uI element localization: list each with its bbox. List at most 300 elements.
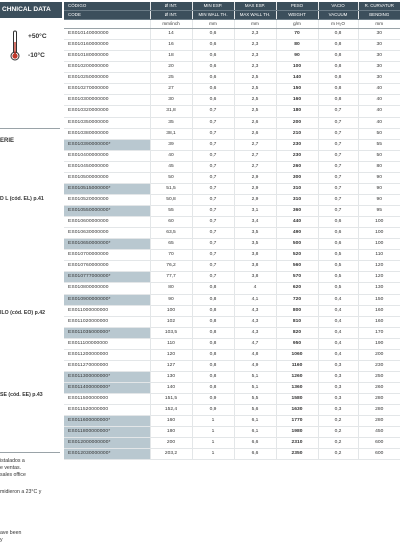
value-cell: 2,5 bbox=[234, 106, 276, 117]
table-row bbox=[64, 394, 400, 405]
value-cell: 39 bbox=[150, 139, 192, 150]
value-cell: 90 bbox=[358, 172, 400, 183]
value-cell: 810 bbox=[276, 316, 318, 327]
value-cell: 27 bbox=[150, 84, 192, 95]
value-cell: 0,3 bbox=[318, 383, 358, 394]
value-cell: 31,8 bbox=[150, 106, 192, 117]
value-cell: 30 bbox=[358, 40, 400, 51]
header-row-en bbox=[64, 11, 400, 20]
value-cell: 0,8 bbox=[318, 95, 358, 106]
table-row bbox=[64, 427, 400, 438]
product-code-cell: ES010350000000 bbox=[64, 117, 150, 128]
value-cell: 600 bbox=[358, 449, 400, 460]
table-row bbox=[64, 117, 400, 128]
value-cell: 80 bbox=[150, 283, 192, 294]
value-cell: 0,7 bbox=[192, 139, 234, 150]
product-code-cell: ES010777000000* bbox=[64, 272, 150, 283]
unit-cell: m H₂O bbox=[318, 20, 358, 29]
thermometer-icon bbox=[10, 30, 20, 62]
value-cell: 30 bbox=[358, 29, 400, 40]
value-cell: 0,8 bbox=[192, 305, 234, 316]
value-cell: 0,7 bbox=[192, 217, 234, 228]
header-row-es bbox=[64, 2, 400, 11]
product-code-cell: ES010270000000 bbox=[64, 84, 150, 95]
product-code-cell: ES010400000000 bbox=[64, 150, 150, 161]
table-row bbox=[64, 360, 400, 371]
product-code-cell: ES010450000000 bbox=[64, 161, 150, 172]
note-line: y bbox=[0, 537, 3, 543]
value-cell: 50 bbox=[150, 172, 192, 183]
value-cell: 0,9 bbox=[192, 394, 234, 405]
value-cell: 1 bbox=[192, 427, 234, 438]
product-code-cell: ES010550000000* bbox=[64, 206, 150, 217]
value-cell: 50 bbox=[358, 150, 400, 161]
value-cell: 0,7 bbox=[192, 128, 234, 139]
value-cell: 2,7 bbox=[234, 161, 276, 172]
value-cell: 6,1 bbox=[234, 427, 276, 438]
product-code-cell: ES011200000000 bbox=[64, 349, 150, 360]
product-code-cell: ES011270000000 bbox=[64, 360, 150, 371]
value-cell: 0,8 bbox=[192, 338, 234, 349]
table-row bbox=[64, 172, 400, 183]
value-cell: 3,8 bbox=[234, 261, 276, 272]
value-cell: 1060 bbox=[276, 349, 318, 360]
table-row bbox=[64, 283, 400, 294]
value-cell: 120 bbox=[150, 349, 192, 360]
product-code-cell: ES011520000000 bbox=[64, 405, 150, 416]
col-header: MIN ESP. bbox=[192, 2, 234, 11]
value-cell: 0,6 bbox=[192, 95, 234, 106]
col-header: Ø INT. bbox=[150, 2, 192, 11]
value-cell: 4,3 bbox=[234, 327, 276, 338]
value-cell: 620 bbox=[276, 283, 318, 294]
value-cell: 230 bbox=[276, 150, 318, 161]
value-cell: 38,1 bbox=[150, 128, 192, 139]
value-cell: 2310 bbox=[276, 438, 318, 449]
value-cell: 110 bbox=[358, 250, 400, 261]
value-cell: 260 bbox=[358, 383, 400, 394]
technical-data-title: CHNICAL DATA bbox=[0, 2, 62, 18]
value-cell: 0,7 bbox=[192, 272, 234, 283]
value-cell: 50,8 bbox=[150, 194, 192, 205]
value-cell: 230 bbox=[358, 360, 400, 371]
product-code-cell: ES011600000000* bbox=[64, 416, 150, 427]
value-cell: 51,5 bbox=[150, 183, 192, 194]
value-cell: 950 bbox=[276, 338, 318, 349]
value-cell: 1160 bbox=[276, 360, 318, 371]
value-cell: 152,4 bbox=[150, 405, 192, 416]
value-cell: 440 bbox=[276, 217, 318, 228]
value-cell: 1630 bbox=[276, 405, 318, 416]
value-cell: 18 bbox=[150, 51, 192, 62]
value-cell: 0,6 bbox=[318, 239, 358, 250]
value-cell: 14 bbox=[150, 29, 192, 40]
table-row bbox=[64, 349, 400, 360]
value-cell: 90 bbox=[358, 183, 400, 194]
value-cell: 0,7 bbox=[318, 128, 358, 139]
table-row bbox=[64, 84, 400, 95]
value-cell: 4,3 bbox=[234, 305, 276, 316]
table-row bbox=[64, 250, 400, 261]
value-cell: 0,7 bbox=[192, 194, 234, 205]
value-cell: 820 bbox=[276, 327, 318, 338]
unit-cell: mm bbox=[358, 20, 400, 29]
value-cell: 600 bbox=[358, 438, 400, 449]
value-cell: 4,9 bbox=[234, 360, 276, 371]
value-cell: 160 bbox=[276, 95, 318, 106]
value-cell: 520 bbox=[276, 250, 318, 261]
table-row bbox=[64, 206, 400, 217]
table-row bbox=[64, 40, 400, 51]
value-cell: 0,8 bbox=[192, 316, 234, 327]
unit-cell: mm bbox=[234, 20, 276, 29]
product-code-cell: ES010900000000* bbox=[64, 294, 150, 305]
value-cell: 3,8 bbox=[234, 272, 276, 283]
col-header: Ø INT. bbox=[150, 11, 192, 20]
table-row bbox=[64, 305, 400, 316]
value-cell: 25 bbox=[150, 73, 192, 84]
value-cell: 310 bbox=[276, 183, 318, 194]
value-cell: 20 bbox=[150, 62, 192, 73]
ref-el: D L (cód. EL) p.41 bbox=[0, 196, 44, 202]
value-cell: 80 bbox=[358, 161, 400, 172]
value-cell: 360 bbox=[276, 206, 318, 217]
value-cell: 3,4 bbox=[234, 217, 276, 228]
table-row bbox=[64, 183, 400, 194]
value-cell: 170 bbox=[358, 327, 400, 338]
table-row bbox=[64, 128, 400, 139]
value-cell: 40 bbox=[358, 95, 400, 106]
value-cell: 0,6 bbox=[192, 73, 234, 84]
unit-cell: g/m bbox=[276, 20, 318, 29]
product-code-cell: ES010320000000 bbox=[64, 106, 150, 117]
table-row bbox=[64, 161, 400, 172]
value-cell: 55 bbox=[150, 206, 192, 217]
value-cell: 63,5 bbox=[150, 228, 192, 239]
value-cell: 1360 bbox=[276, 383, 318, 394]
col-header: MAX WALL TH. bbox=[234, 11, 276, 20]
value-cell: 200 bbox=[150, 438, 192, 449]
value-cell: 55 bbox=[358, 139, 400, 150]
value-cell: 5,5 bbox=[234, 394, 276, 405]
product-code-cell: ES010250000000 bbox=[64, 73, 150, 84]
value-cell: 0,8 bbox=[192, 383, 234, 394]
value-cell: 0,8 bbox=[192, 360, 234, 371]
value-cell: 0,7 bbox=[192, 183, 234, 194]
product-code-cell: ES010300000000 bbox=[64, 95, 150, 106]
value-cell: 3,8 bbox=[234, 250, 276, 261]
value-cell: 0,6 bbox=[192, 40, 234, 51]
value-cell: 0,8 bbox=[192, 294, 234, 305]
table-row bbox=[64, 405, 400, 416]
value-cell: 100 bbox=[358, 228, 400, 239]
value-cell: 0,7 bbox=[318, 161, 358, 172]
product-code-cell: ES011800000000* bbox=[64, 427, 150, 438]
note-line: midieron a 23°C y bbox=[0, 489, 42, 495]
value-cell: 1 bbox=[192, 438, 234, 449]
value-cell: 120 bbox=[358, 261, 400, 272]
table-row bbox=[64, 51, 400, 62]
value-cell: 4,7 bbox=[234, 338, 276, 349]
value-cell: 0,7 bbox=[318, 206, 358, 217]
note-line: e ventas. bbox=[0, 465, 22, 471]
value-cell: 70 bbox=[150, 250, 192, 261]
table-row bbox=[64, 73, 400, 84]
product-code-cell: ES010390000000* bbox=[64, 139, 150, 150]
table-row bbox=[64, 338, 400, 349]
col-header: BENDING bbox=[358, 11, 400, 20]
value-cell: 2,5 bbox=[234, 84, 276, 95]
value-cell: 0,7 bbox=[318, 194, 358, 205]
value-cell: 160 bbox=[150, 416, 192, 427]
value-cell: 100 bbox=[150, 305, 192, 316]
value-cell: 0,7 bbox=[192, 161, 234, 172]
value-cell: 260 bbox=[276, 161, 318, 172]
value-cell: 150 bbox=[276, 84, 318, 95]
value-cell: 30 bbox=[358, 62, 400, 73]
value-cell: 300 bbox=[276, 172, 318, 183]
value-cell: 110 bbox=[150, 338, 192, 349]
value-cell: 0,6 bbox=[192, 29, 234, 40]
product-code-cell: ES011020000000 bbox=[64, 316, 150, 327]
value-cell: 2,3 bbox=[234, 40, 276, 51]
table-row bbox=[64, 106, 400, 117]
value-cell: 280 bbox=[358, 394, 400, 405]
product-code-cell: ES010500000000 bbox=[64, 172, 150, 183]
value-cell: 1980 bbox=[276, 427, 318, 438]
value-cell: 103,5 bbox=[150, 327, 192, 338]
value-cell: 0,4 bbox=[318, 327, 358, 338]
value-cell: 200 bbox=[276, 117, 318, 128]
value-cell: 0,3 bbox=[318, 405, 358, 416]
table-row bbox=[64, 449, 400, 460]
value-cell: 230 bbox=[276, 139, 318, 150]
value-cell: 180 bbox=[276, 106, 318, 117]
technical-data-panel bbox=[0, 0, 62, 544]
product-code-cell: ES010380000000 bbox=[64, 128, 150, 139]
value-cell: 0,2 bbox=[318, 427, 358, 438]
value-cell: 0,7 bbox=[192, 239, 234, 250]
value-cell: 2,6 bbox=[234, 128, 276, 139]
value-cell: 0,8 bbox=[192, 371, 234, 382]
table-row bbox=[64, 95, 400, 106]
value-cell: 280 bbox=[358, 416, 400, 427]
value-cell: 30 bbox=[358, 73, 400, 84]
value-cell: 0,8 bbox=[192, 283, 234, 294]
value-cell: 2,3 bbox=[234, 62, 276, 73]
value-cell: 40 bbox=[358, 84, 400, 95]
product-code-cell: ES010650000000* bbox=[64, 239, 150, 250]
product-code-cell: ES011035000000* bbox=[64, 327, 150, 338]
value-cell: 4 bbox=[234, 283, 276, 294]
unit-cell: mm/inch bbox=[150, 20, 192, 29]
value-cell: 77,7 bbox=[150, 272, 192, 283]
col-header: CÓDIGO bbox=[64, 2, 150, 11]
table-row bbox=[64, 62, 400, 73]
value-cell: 0,7 bbox=[192, 228, 234, 239]
value-cell: 90 bbox=[358, 194, 400, 205]
value-cell: 35 bbox=[150, 117, 192, 128]
value-cell: 6,1 bbox=[234, 416, 276, 427]
value-cell: 0,3 bbox=[318, 360, 358, 371]
value-cell: 0,7 bbox=[318, 106, 358, 117]
value-cell: 2,7 bbox=[234, 139, 276, 150]
value-cell: 150 bbox=[358, 294, 400, 305]
value-cell: 120 bbox=[358, 272, 400, 283]
value-cell: 800 bbox=[276, 305, 318, 316]
value-cell: 2,6 bbox=[234, 117, 276, 128]
product-table bbox=[64, 2, 400, 460]
value-cell: 80 bbox=[276, 40, 318, 51]
value-cell: 1770 bbox=[276, 416, 318, 427]
value-cell: 0,7 bbox=[318, 150, 358, 161]
value-cell: 0,5 bbox=[318, 261, 358, 272]
value-cell: 0,4 bbox=[318, 338, 358, 349]
value-cell: 0,8 bbox=[192, 327, 234, 338]
table-row bbox=[64, 139, 400, 150]
value-cell: 0,8 bbox=[318, 62, 358, 73]
value-cell: 250 bbox=[358, 371, 400, 382]
value-cell: 100 bbox=[358, 217, 400, 228]
unit-cell: mm bbox=[192, 20, 234, 29]
value-cell: 70 bbox=[276, 29, 318, 40]
value-cell: 0,4 bbox=[318, 294, 358, 305]
table-row bbox=[64, 438, 400, 449]
value-cell: 0,2 bbox=[318, 449, 358, 460]
table-row bbox=[64, 416, 400, 427]
value-cell: 0,7 bbox=[192, 261, 234, 272]
value-cell: 0,3 bbox=[318, 394, 358, 405]
value-cell: 0,7 bbox=[192, 106, 234, 117]
table-row bbox=[64, 228, 400, 239]
value-cell: 0,6 bbox=[318, 228, 358, 239]
value-cell: 0,8 bbox=[318, 73, 358, 84]
value-cell: 160 bbox=[358, 316, 400, 327]
value-cell: 0,7 bbox=[318, 183, 358, 194]
value-cell: 0,9 bbox=[192, 405, 234, 416]
value-cell: 40 bbox=[150, 150, 192, 161]
value-cell: 100 bbox=[358, 239, 400, 250]
value-cell: 180 bbox=[150, 427, 192, 438]
value-cell: 0,7 bbox=[192, 172, 234, 183]
product-code-cell: ES010630000000 bbox=[64, 228, 150, 239]
table-row bbox=[64, 239, 400, 250]
col-header: VACIO bbox=[318, 2, 358, 11]
table-row bbox=[64, 371, 400, 382]
value-cell: 0,4 bbox=[318, 305, 358, 316]
value-cell: 102 bbox=[150, 316, 192, 327]
divider bbox=[0, 452, 60, 453]
value-cell: 16 bbox=[150, 40, 192, 51]
value-cell: 570 bbox=[276, 272, 318, 283]
value-cell: 0,4 bbox=[318, 316, 358, 327]
value-cell: 1 bbox=[192, 416, 234, 427]
value-cell: 76,2 bbox=[150, 261, 192, 272]
product-code-cell: ES010700000000 bbox=[64, 250, 150, 261]
value-cell: 2,9 bbox=[234, 172, 276, 183]
value-cell: 203,2 bbox=[150, 449, 192, 460]
value-cell: 0,8 bbox=[192, 349, 234, 360]
col-header: CODE bbox=[64, 11, 150, 20]
value-cell: 2,9 bbox=[234, 183, 276, 194]
product-code-cell: ES010600000000 bbox=[64, 217, 150, 228]
value-cell: 4,3 bbox=[234, 316, 276, 327]
value-cell: 30 bbox=[358, 51, 400, 62]
value-cell: 50 bbox=[358, 128, 400, 139]
value-cell: 0,7 bbox=[318, 172, 358, 183]
value-cell: 0,6 bbox=[192, 84, 234, 95]
value-cell: 0,6 bbox=[318, 217, 358, 228]
value-cell: 210 bbox=[276, 128, 318, 139]
temp-max: +50°C bbox=[28, 33, 47, 40]
value-cell: 0,8 bbox=[318, 40, 358, 51]
value-cell: 30 bbox=[150, 95, 192, 106]
value-cell: 140 bbox=[276, 73, 318, 84]
value-cell: 0,7 bbox=[318, 117, 358, 128]
value-cell: 5,1 bbox=[234, 371, 276, 382]
value-cell: 560 bbox=[276, 261, 318, 272]
value-cell: 490 bbox=[276, 228, 318, 239]
note-line: sales office bbox=[0, 472, 26, 478]
value-cell: 95 bbox=[358, 206, 400, 217]
value-cell: 0,5 bbox=[318, 272, 358, 283]
product-code-cell: ES012000000000* bbox=[64, 438, 150, 449]
table-row bbox=[64, 194, 400, 205]
value-cell: 5,1 bbox=[234, 383, 276, 394]
product-code-cell: ES010160000000 bbox=[64, 40, 150, 51]
table-row bbox=[64, 272, 400, 283]
value-cell: 0,5 bbox=[318, 283, 358, 294]
product-code-cell: ES012030000000* bbox=[64, 449, 150, 460]
value-cell: 45 bbox=[150, 161, 192, 172]
value-cell: 151,5 bbox=[150, 394, 192, 405]
table-row bbox=[64, 29, 400, 40]
product-code-cell: ES010520000000 bbox=[64, 194, 150, 205]
value-cell: 0,8 bbox=[318, 84, 358, 95]
value-cell: 2,7 bbox=[234, 150, 276, 161]
product-code-cell: ES011400000000* bbox=[64, 383, 150, 394]
value-cell: 2,3 bbox=[234, 29, 276, 40]
value-cell: 0,6 bbox=[192, 62, 234, 73]
table-row bbox=[64, 261, 400, 272]
value-cell: 450 bbox=[358, 427, 400, 438]
value-cell: 0,6 bbox=[192, 51, 234, 62]
value-cell: 0,7 bbox=[192, 117, 234, 128]
col-header: MIN WALL TH. bbox=[192, 11, 234, 20]
value-cell: 0,7 bbox=[192, 150, 234, 161]
value-cell: 6,6 bbox=[234, 449, 276, 460]
value-cell: 4,8 bbox=[234, 349, 276, 360]
value-cell: 2350 bbox=[276, 449, 318, 460]
value-cell: 1580 bbox=[276, 394, 318, 405]
value-cell: 2,5 bbox=[234, 95, 276, 106]
col-header: VACUUM bbox=[318, 11, 358, 20]
value-cell: 0,8 bbox=[318, 29, 358, 40]
value-cell: 60 bbox=[150, 217, 192, 228]
ref-ee: SE (cód. EE) p.43 bbox=[0, 392, 43, 398]
value-cell: 2,3 bbox=[234, 51, 276, 62]
value-cell: 100 bbox=[276, 62, 318, 73]
col-header: MAX ESP. bbox=[234, 2, 276, 11]
value-cell: 500 bbox=[276, 239, 318, 250]
value-cell: 310 bbox=[276, 194, 318, 205]
value-cell: 5,6 bbox=[234, 405, 276, 416]
col-header: PESO bbox=[276, 2, 318, 11]
value-cell: 2,9 bbox=[234, 194, 276, 205]
units-row bbox=[64, 20, 400, 29]
product-code-cell: ES011300000000* bbox=[64, 371, 150, 382]
value-cell: 1260 bbox=[276, 371, 318, 382]
